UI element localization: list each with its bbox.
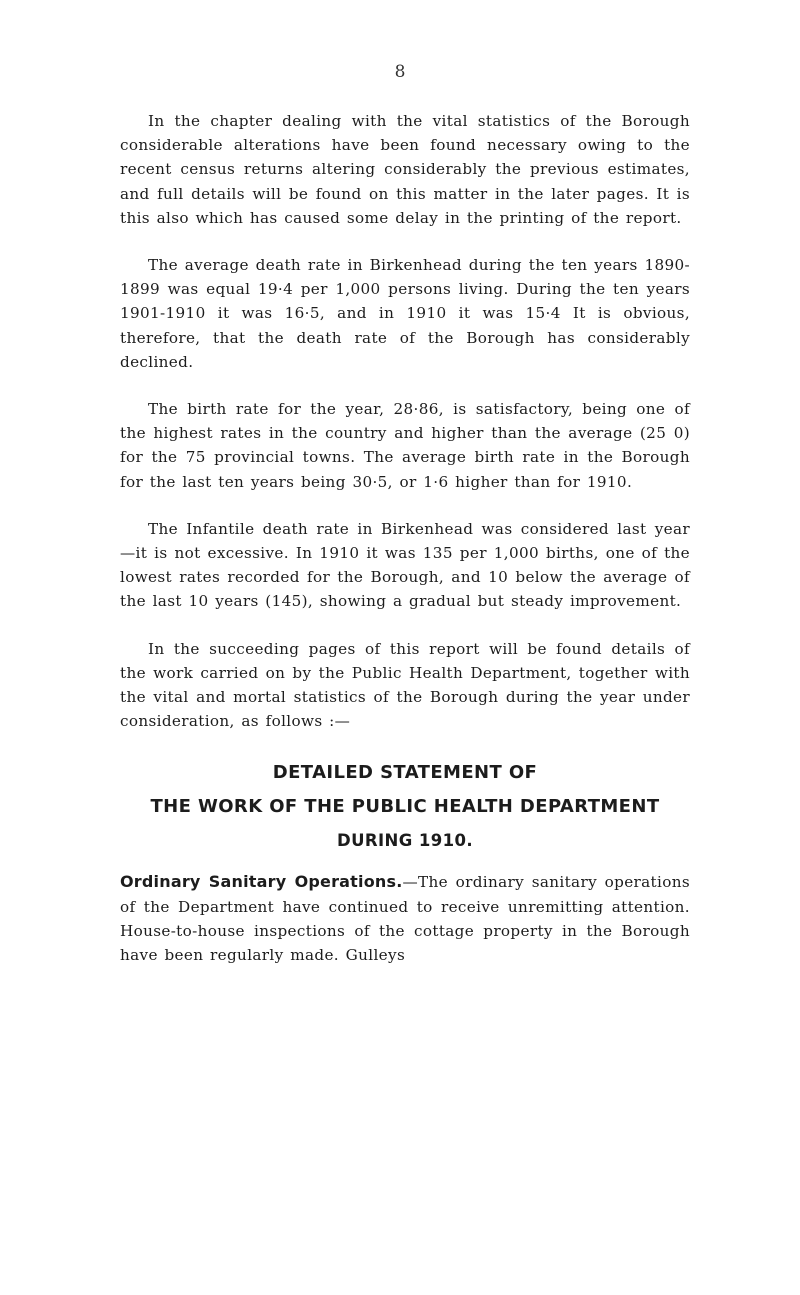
subsection-title: Ordinary Sanitary Operations.: [120, 872, 403, 892]
paragraph-vital-statistics: In the chapter dealing with the vital statistics of the Borough considerable alterations have been found necessary owing to the recent census returns altering considerably the previous estimates, and full details will be found on this matter in the later pages. It is this also which has caused some delay in the printing of the report.: [120, 112, 690, 227]
heading-line-3: DURING 1910.: [336, 831, 474, 851]
section-heading: [120, 756, 690, 858]
heading-line-1: DETAILED STATEMENT OF: [272, 762, 538, 784]
paragraph-succeeding-pages: In the succeeding pages of this report will be found details of the work carried on by the Public Health Department, together with the vital and mortal statistics of the Borough during the year under consideration, as follows :—: [120, 639, 690, 731]
heading-line-2: THE WORK OF THE PUBLIC HEALTH DEPARTMENT: [150, 796, 660, 818]
body-text: [120, 109, 690, 982]
page-number: 8: [394, 62, 406, 82]
paragraph-death-rate: The average death rate in Birkenhead during the ten years 1890-1899 was equal 19·4 per 1,000 persons living. During the ten years 1901-1910 it was 16·5, and in 1910 it was 15·4 It is obvious, therefore, that the death rate of the Borough has considerably declined.: [120, 256, 690, 371]
paragraph-sanitary-operations: [120, 870, 690, 967]
subsection-text: —The ordinary sanitary operations of the Department have continued to receive unremitting attention. House-to-house inspections of the cottage property in the Borough have been regularly made. Gulleys: [120, 873, 690, 965]
paragraph-infantile-death-rate: The Infantile death rate in Birkenhead was considered last year—it is not excessive. In 1910 it was 135 per 1,000 births, one of the lowest rates recorded for the Borough, and 10 below the average of the last 10 years (145), showing a gradual but steady improvement.: [120, 519, 690, 611]
paragraph-birth-rate: The birth rate for the year, 28·86, is satisfactory, being one of the highest rates in the country and higher than the average (25 0) for the 75 provincial towns. The average birth rate in the Borough for the last ten years being 30·5, or 1·6 higher than for 1910.: [120, 400, 690, 491]
